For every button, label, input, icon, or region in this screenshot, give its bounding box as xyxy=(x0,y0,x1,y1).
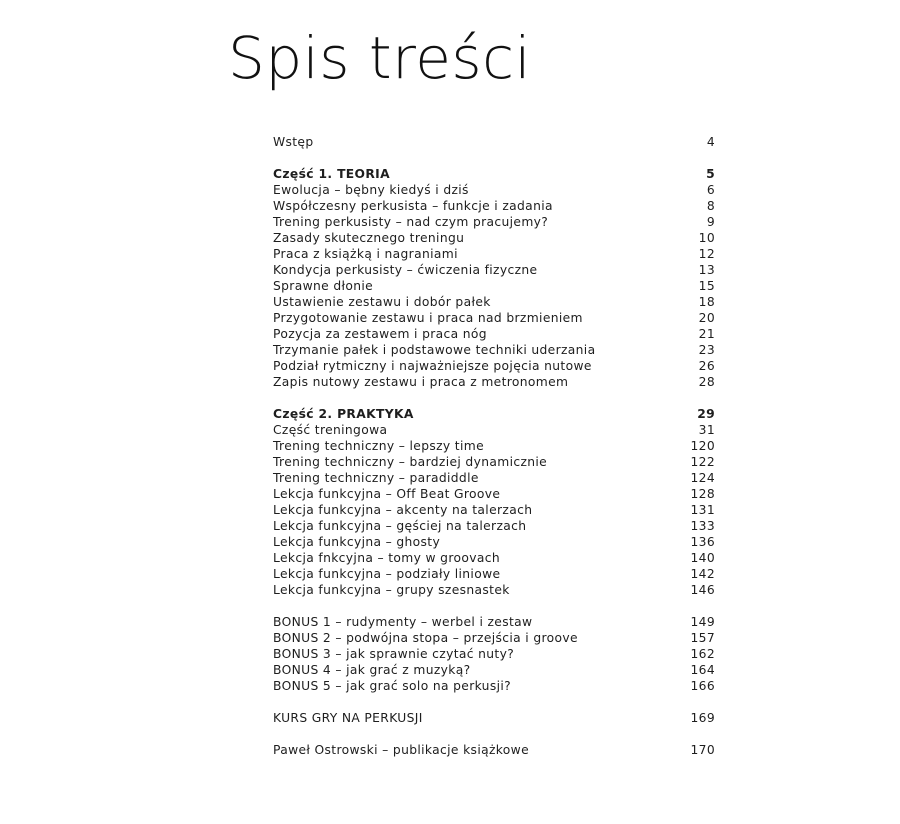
toc-entry-title: Trening techniczny – lepszy time xyxy=(273,439,484,453)
toc-entry-title: BONUS 3 – jak sprawnie czytać nuty? xyxy=(273,647,515,661)
toc-entry[interactable] xyxy=(273,326,715,342)
toc-entry-title: Współczesny perkusista – funkcje i zadania xyxy=(273,199,553,213)
toc-entry[interactable] xyxy=(273,742,715,758)
toc-entry-title: Lekcja fnkcyjna – tomy w groovach xyxy=(273,551,500,565)
toc-entry[interactable] xyxy=(273,422,715,438)
toc-entry-page-number: 169 xyxy=(690,711,715,725)
toc-section xyxy=(273,166,715,390)
toc-entry-title: Pozycja za zestawem i praca nóg xyxy=(273,327,487,341)
toc-entry[interactable] xyxy=(273,614,715,630)
toc-entry-title: Zasady skutecznego treningu xyxy=(273,231,465,245)
toc-entry-page-number: 133 xyxy=(690,519,715,533)
toc-entry-title: BONUS 1 – rudymenty – werbel i zestaw xyxy=(273,615,533,629)
toc-entry[interactable] xyxy=(273,374,715,390)
toc-entry-title: BONUS 4 – jak grać z muzyką? xyxy=(273,663,471,677)
toc-entry-title: Trening techniczny – bardziej dynamicznie xyxy=(273,455,548,469)
toc-entry[interactable] xyxy=(273,582,715,598)
toc-entry[interactable] xyxy=(273,518,715,534)
toc-entry-page-number: 5 xyxy=(706,167,715,181)
toc-entry[interactable] xyxy=(273,214,715,230)
toc-entry-page-number: 146 xyxy=(690,583,715,597)
toc-entry-page-number: 140 xyxy=(690,551,715,565)
toc-part-heading[interactable] xyxy=(273,406,715,422)
toc-entry-title: Podział rytmiczny i najważniejsze pojęcia nutowe xyxy=(273,359,592,373)
toc-entry-page-number: 162 xyxy=(690,647,715,661)
toc-entry-page-number: 29 xyxy=(697,407,715,421)
toc-entry[interactable] xyxy=(273,486,715,502)
toc-entry-page-number: 166 xyxy=(690,679,715,693)
toc-entry-title: Paweł Ostrowski – publikacje książkowe xyxy=(273,743,530,757)
toc-entry-title: Lekcja funkcyjna – gęściej na talerzach xyxy=(273,519,527,533)
toc-entry-page-number: 21 xyxy=(698,327,715,341)
toc-entry-page-number: 136 xyxy=(690,535,715,549)
toc-entry[interactable] xyxy=(273,294,715,310)
toc-entry-title: Część 1. TEORIA xyxy=(273,167,390,181)
toc-entry-page-number: 142 xyxy=(690,567,715,581)
toc-entry-page-number: 157 xyxy=(690,631,715,645)
toc-entry-title: Trening perkusisty – nad czym pracujemy? xyxy=(273,215,549,229)
toc-entry-page-number: 28 xyxy=(698,375,715,389)
toc-entry[interactable] xyxy=(273,662,715,678)
toc-entry[interactable] xyxy=(273,262,715,278)
toc-entry-title: Część 2. PRAKTYKA xyxy=(273,407,414,421)
toc-entry[interactable] xyxy=(273,310,715,326)
toc-entry-title: Lekcja funkcyjna – akcenty na talerzach xyxy=(273,503,533,517)
toc-entry[interactable] xyxy=(273,230,715,246)
toc-section xyxy=(273,406,715,598)
toc-entry-page-number: 149 xyxy=(690,615,715,629)
toc-entry-page-number: 164 xyxy=(690,663,715,677)
toc-entry-title: Lekcja funkcyjna – podziały liniowe xyxy=(273,567,501,581)
toc-entry-title: Lekcja funkcyjna – ghosty xyxy=(273,535,441,549)
toc-entry-page-number: 120 xyxy=(690,439,715,453)
toc-entry-page-number: 8 xyxy=(706,199,715,213)
toc-entry[interactable] xyxy=(273,630,715,646)
toc-entry[interactable] xyxy=(273,342,715,358)
toc-part-heading[interactable] xyxy=(273,166,715,182)
toc-entry-page-number: 15 xyxy=(698,279,715,293)
toc-entry[interactable] xyxy=(273,566,715,582)
toc-entry[interactable] xyxy=(273,502,715,518)
toc-entry[interactable] xyxy=(273,470,715,486)
toc-entry-title: Przygotowanie zestawu i praca nad brzmieniem xyxy=(273,311,583,325)
toc-entry[interactable] xyxy=(273,678,715,694)
toc-entry-title: BONUS 5 – jak grać solo na perkusji? xyxy=(273,679,511,693)
toc-entry-page-number: 12 xyxy=(698,247,715,261)
toc-entry-title: Część treningowa xyxy=(273,423,388,437)
toc-entry-page-number: 13 xyxy=(698,263,715,277)
toc-entry-page-number: 20 xyxy=(698,311,715,325)
toc-entry[interactable] xyxy=(273,454,715,470)
toc-entry-title: Zapis nutowy zestawu i praca z metronomem xyxy=(273,375,569,389)
toc-entry-title: BONUS 2 – podwójna stopa – przejścia i groove xyxy=(273,631,578,645)
toc-entry-title: Trzymanie pałek i podstawowe techniki uderzania xyxy=(273,343,596,357)
toc-entry-title: Ustawienie zestawu i dobór pałek xyxy=(273,295,491,309)
toc-section xyxy=(273,134,715,150)
toc-entry-page-number: 6 xyxy=(706,183,715,197)
toc-entry-title: Trening techniczny – paradiddle xyxy=(273,471,479,485)
toc-entry-page-number: 26 xyxy=(698,359,715,373)
toc-entry[interactable] xyxy=(273,182,715,198)
toc-entry[interactable] xyxy=(273,438,715,454)
toc-entry-title: Wstęp xyxy=(273,135,314,149)
toc-entry[interactable] xyxy=(273,710,715,726)
toc-entry-page-number: 23 xyxy=(698,343,715,357)
toc-entry-page-number: 9 xyxy=(706,215,715,229)
toc-entry-page-number: 122 xyxy=(690,455,715,469)
toc-section xyxy=(273,614,715,694)
toc-entry-title: KURS GRY NA PERKUSJI xyxy=(273,711,423,725)
toc-entry-title: Sprawne dłonie xyxy=(273,279,374,293)
toc-entry-title: Lekcja funkcyjna – grupy szesnastek xyxy=(273,583,510,597)
toc-entry-page-number: 131 xyxy=(690,503,715,517)
toc-entry-page-number: 128 xyxy=(690,487,715,501)
table-of-contents xyxy=(273,134,715,774)
toc-entry[interactable] xyxy=(273,134,715,150)
toc-entry[interactable] xyxy=(273,534,715,550)
toc-entry[interactable] xyxy=(273,246,715,262)
toc-entry-page-number: 31 xyxy=(698,423,715,437)
toc-entry[interactable] xyxy=(273,198,715,214)
toc-entry[interactable] xyxy=(273,278,715,294)
toc-entry[interactable] xyxy=(273,646,715,662)
toc-entry-title: Lekcja funkcyjna – Off Beat Groove xyxy=(273,487,501,501)
toc-entry-page-number: 4 xyxy=(706,135,715,149)
toc-entry-title: Praca z książką i nagraniami xyxy=(273,247,458,261)
toc-entry-page-number: 170 xyxy=(690,743,715,757)
toc-entry-page-number: 18 xyxy=(698,295,715,309)
toc-entry-page-number: 10 xyxy=(698,231,715,245)
toc-section xyxy=(273,742,715,758)
toc-entry[interactable] xyxy=(273,550,715,566)
toc-entry-page-number: 124 xyxy=(690,471,715,485)
toc-entry-title: Ewolucja – bębny kiedyś i dziś xyxy=(273,183,469,197)
toc-section xyxy=(273,710,715,726)
toc-entry[interactable] xyxy=(273,358,715,374)
page-title: Spis treści xyxy=(228,24,532,92)
toc-entry-title: Kondycja perkusisty – ćwiczenia fizyczne xyxy=(273,263,538,277)
